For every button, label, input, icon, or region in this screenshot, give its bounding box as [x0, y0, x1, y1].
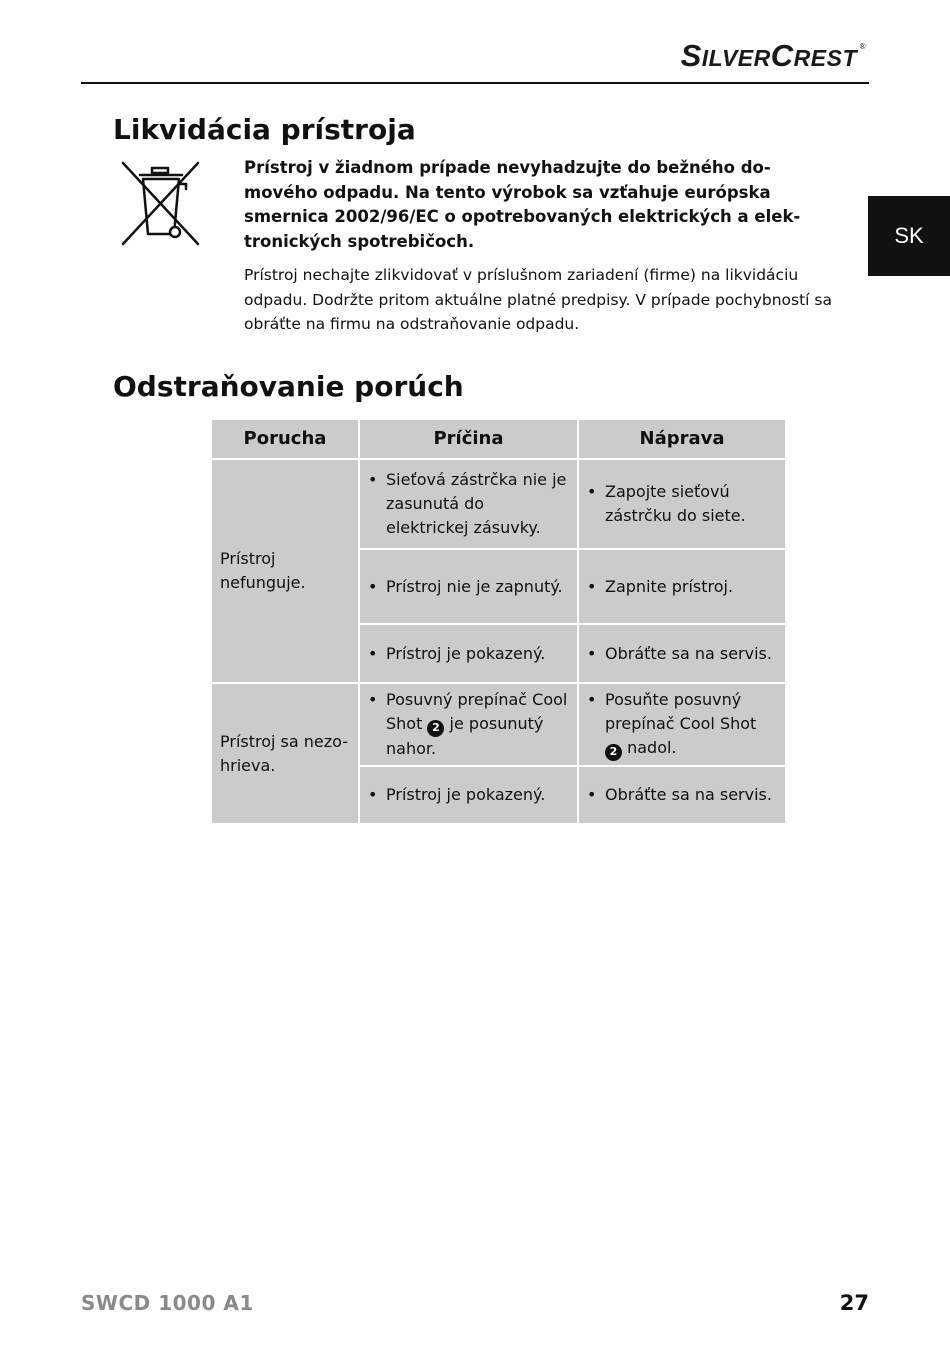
fault-cell: Prístroj nefunguje. [211, 459, 359, 683]
remedy-cell: • Obráťte sa na servis. [578, 766, 786, 824]
cause-cell: • Posuvný prepínač Cool Shot 2 je posunutý nahor. [359, 683, 578, 766]
remedy-cell: • Zapnite prístroj. [578, 549, 786, 624]
disposal-heading: Likvidácia prístroja [113, 113, 416, 146]
column-header-fault: Porucha [211, 419, 359, 459]
column-header-cause: Príčina [359, 419, 578, 459]
header-divider [81, 82, 869, 84]
remedy-cell: • Zapojte sieťovú zástrčku do siete. [578, 459, 786, 549]
troubleshooting-table [210, 418, 787, 825]
cause-cell: • Prístroj je pokazený. [359, 624, 578, 683]
fault-cell: Prístroj sa nezo- hrieva. [211, 683, 359, 824]
troubleshooting-heading: Odstraňovanie porúch [113, 370, 464, 403]
model-number: SWCD 1000 A1 [81, 1291, 254, 1315]
part-number-badge: 2 [605, 744, 622, 761]
brand-logo: SILVERCREST ® [680, 38, 866, 73]
column-header-remedy: Náprava [578, 419, 786, 459]
crossed-out-wheelie-bin-icon [118, 158, 202, 248]
page-number: 27 [839, 1291, 869, 1315]
cause-cell: • Sieťová zástrčka nie je zasunutá do elektrickej zásuvky. [359, 459, 578, 549]
table-row [211, 459, 786, 549]
table-header-row [211, 419, 786, 459]
cause-cell: • Prístroj je pokazený. [359, 766, 578, 824]
disposal-warning: Prístroj v žiadnom prípade nevyhadzujte do bežného do- mového odpadu. Na tento výrobok sa vzťahuje európska smernica 2002/96/EC o opotrebovaných elektrických a elek- tronických spotrebičoch. [244, 158, 801, 251]
remedy-cell: • Posuňte posuvný prepínač Cool Shot 2 nadol. [578, 683, 786, 766]
disposal-paragraph: Prístroj nechajte zlikvidovať v príslušnom zariadení (firme) na likvidáciu odpadu. Dodržte pritom aktuálne platné predpisy. V prípade pochybností sa obráťte na firmu na odstraňovanie odpadu. [244, 266, 832, 333]
language-tab: SK [868, 196, 950, 276]
remedy-cell: • Obráťte sa na servis. [578, 624, 786, 683]
table-row [211, 683, 786, 766]
cause-cell: • Prístroj nie je zapnutý. [359, 549, 578, 624]
part-number-badge: 2 [427, 720, 444, 737]
